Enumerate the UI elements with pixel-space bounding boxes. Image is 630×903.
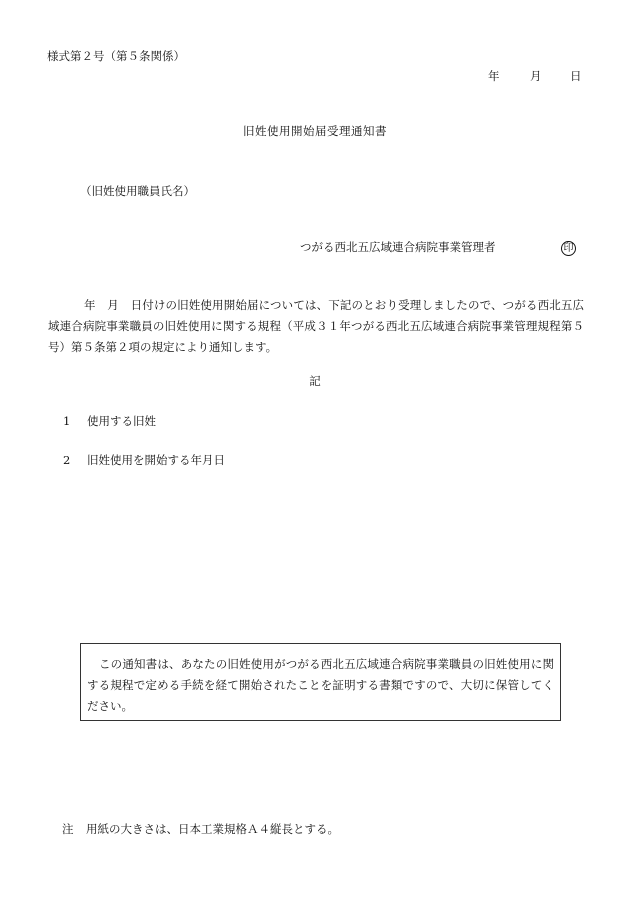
item-number: 2 — [63, 453, 71, 467]
seal-mark: 印 — [561, 241, 576, 256]
form-number: 様式第２号（第５条関係） — [47, 49, 185, 63]
footnote — [62, 824, 339, 836]
note-mark: 注 — [62, 822, 74, 836]
item-label: 使用する旧姓 — [87, 414, 156, 428]
date-year-label: 年 — [488, 69, 500, 83]
document-title: 旧姓使用開始届受理通知書 — [243, 124, 387, 138]
list-item — [63, 455, 225, 467]
ki-heading: 記 — [309, 374, 321, 388]
item-number: 1 — [63, 414, 71, 428]
date-day-label: 日 — [570, 69, 582, 83]
item-label: 旧姓使用を開始する年月日 — [87, 453, 225, 467]
date-month-label: 月 — [530, 69, 542, 83]
body-paragraph: 年 月 日付けの旧姓使用開始届については、下記のとおり受理しましたので、つがる西北五広域連合病院事業職員の旧姓使用に関する規程（平成３１年つがる西北五広域連合病院事業管理規程第５号）第５条第２項の規定により通知します。 — [48, 298, 584, 354]
note-text: 用紙の大きさは、日本工業規格Ａ４縦長とする。 — [86, 822, 339, 836]
sender-name: つがる西北五広域連合病院事業管理者 — [300, 240, 496, 254]
notice-box: この通知書は、あなたの旧姓使用がつがる西北五広域連合病院事業職員の旧姓使用に関する規程で定める手続を経て開始されたことを証明する書類ですので、大切に保管してください。 — [80, 643, 561, 721]
list-item — [63, 416, 156, 428]
recipient-name: （旧姓使用職員氏名） — [80, 184, 195, 198]
